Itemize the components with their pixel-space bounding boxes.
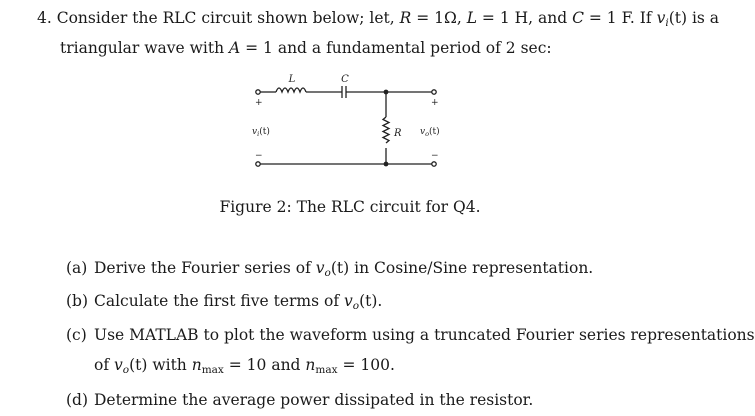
eq-L: = 1 H, and [477, 9, 573, 27]
part-a-var-arg: (t) [330, 259, 350, 277]
part-c-n1-sub: max [201, 364, 224, 376]
resistor-symbol [383, 117, 389, 143]
minus-input: − [255, 151, 263, 161]
label-vout: $v_o(t)$ [420, 127, 440, 138]
var-L: L [466, 9, 477, 27]
part-c-var: v [114, 356, 123, 374]
part-c-line-2 [94, 355, 395, 380]
label-R: R [394, 128, 402, 139]
part-c-var-arg: (t) [129, 356, 148, 374]
part-c-text-1: Use MATLAB to plot the waveform using a truncated Fourier series representations [94, 326, 755, 344]
output-bottom-terminal [432, 162, 436, 166]
part-a-post: in Cosine/Sine representation. [349, 259, 594, 277]
question-text-prefix: Consider the RLC circuit shown below; let, [56, 9, 395, 27]
plus-input: + [255, 98, 263, 108]
part-a-var: v [315, 259, 325, 277]
question-number: 4. [37, 9, 52, 27]
part-a [66, 258, 593, 283]
part-c-n2: n [305, 356, 316, 374]
part-c-mid1: with [147, 356, 192, 374]
figure-caption: Figure 2: The RLC circuit for Q4. [219, 198, 481, 216]
part-c-n1: n [191, 356, 202, 374]
var-vi-arg: (t) [668, 9, 688, 27]
part-c-line2-pre: of [94, 356, 114, 374]
label-L: L [288, 74, 296, 85]
junction-bottom [384, 162, 389, 167]
line2-suffix: = 1 and a fundamental period of 2 sec: [240, 39, 552, 57]
var-R: R [399, 9, 412, 27]
part-c-end: = 100. [337, 356, 395, 374]
var-vi-sub: i [665, 17, 669, 29]
label-vout-arg: (t) [429, 127, 440, 137]
plus-output: + [431, 98, 439, 108]
part-a-var-sub: o [324, 267, 331, 279]
input-bottom-terminal [256, 162, 260, 166]
part-c-label: (c) [66, 326, 87, 344]
input-top-terminal [256, 90, 260, 94]
part-b-var-arg: (t) [359, 292, 378, 310]
part-c-mid2: = 10 and [223, 356, 306, 374]
part-c-n2-sub: max [315, 364, 338, 376]
inductor-symbol [276, 88, 306, 92]
rlc-circuit-diagram [0, 0, 700, 200]
var-C: C [572, 9, 584, 27]
label-vin: $v_i(t)$ [252, 127, 270, 138]
part-b-var-sub: o [352, 300, 360, 312]
part-d-label: (d) [66, 391, 89, 409]
var-A: A [229, 39, 241, 57]
part-d-text: Determine the average power dissipated in the resistor. [94, 391, 534, 409]
eq-R: = 1Ω, [411, 9, 467, 27]
part-d [66, 390, 533, 410]
label-vin-sub: i [257, 130, 260, 138]
line2-prefix: triangular wave with [60, 39, 229, 57]
label-vout-sub: o [425, 130, 430, 138]
part-a-label: (a) [66, 259, 88, 277]
label-vin-arg: (t) [259, 127, 270, 137]
var-vi: v [656, 9, 666, 27]
question-text-suffix: is a [687, 9, 720, 27]
label-C: C [341, 74, 349, 85]
part-b-label: (b) [66, 292, 89, 310]
part-a-pre: Derive the Fourier series of [94, 259, 316, 277]
eq-C: = 1 F. If [583, 9, 657, 27]
part-b [66, 291, 382, 316]
part-b-post: . [377, 292, 383, 310]
part-b-pre: Calculate the first five terms of [94, 292, 344, 310]
part-c-line-1 [66, 325, 755, 345]
part-c-var-sub: o [122, 364, 130, 376]
part-b-var: v [344, 292, 353, 310]
output-top-terminal [432, 90, 436, 94]
junction-top [384, 90, 389, 95]
minus-output: − [431, 151, 439, 161]
